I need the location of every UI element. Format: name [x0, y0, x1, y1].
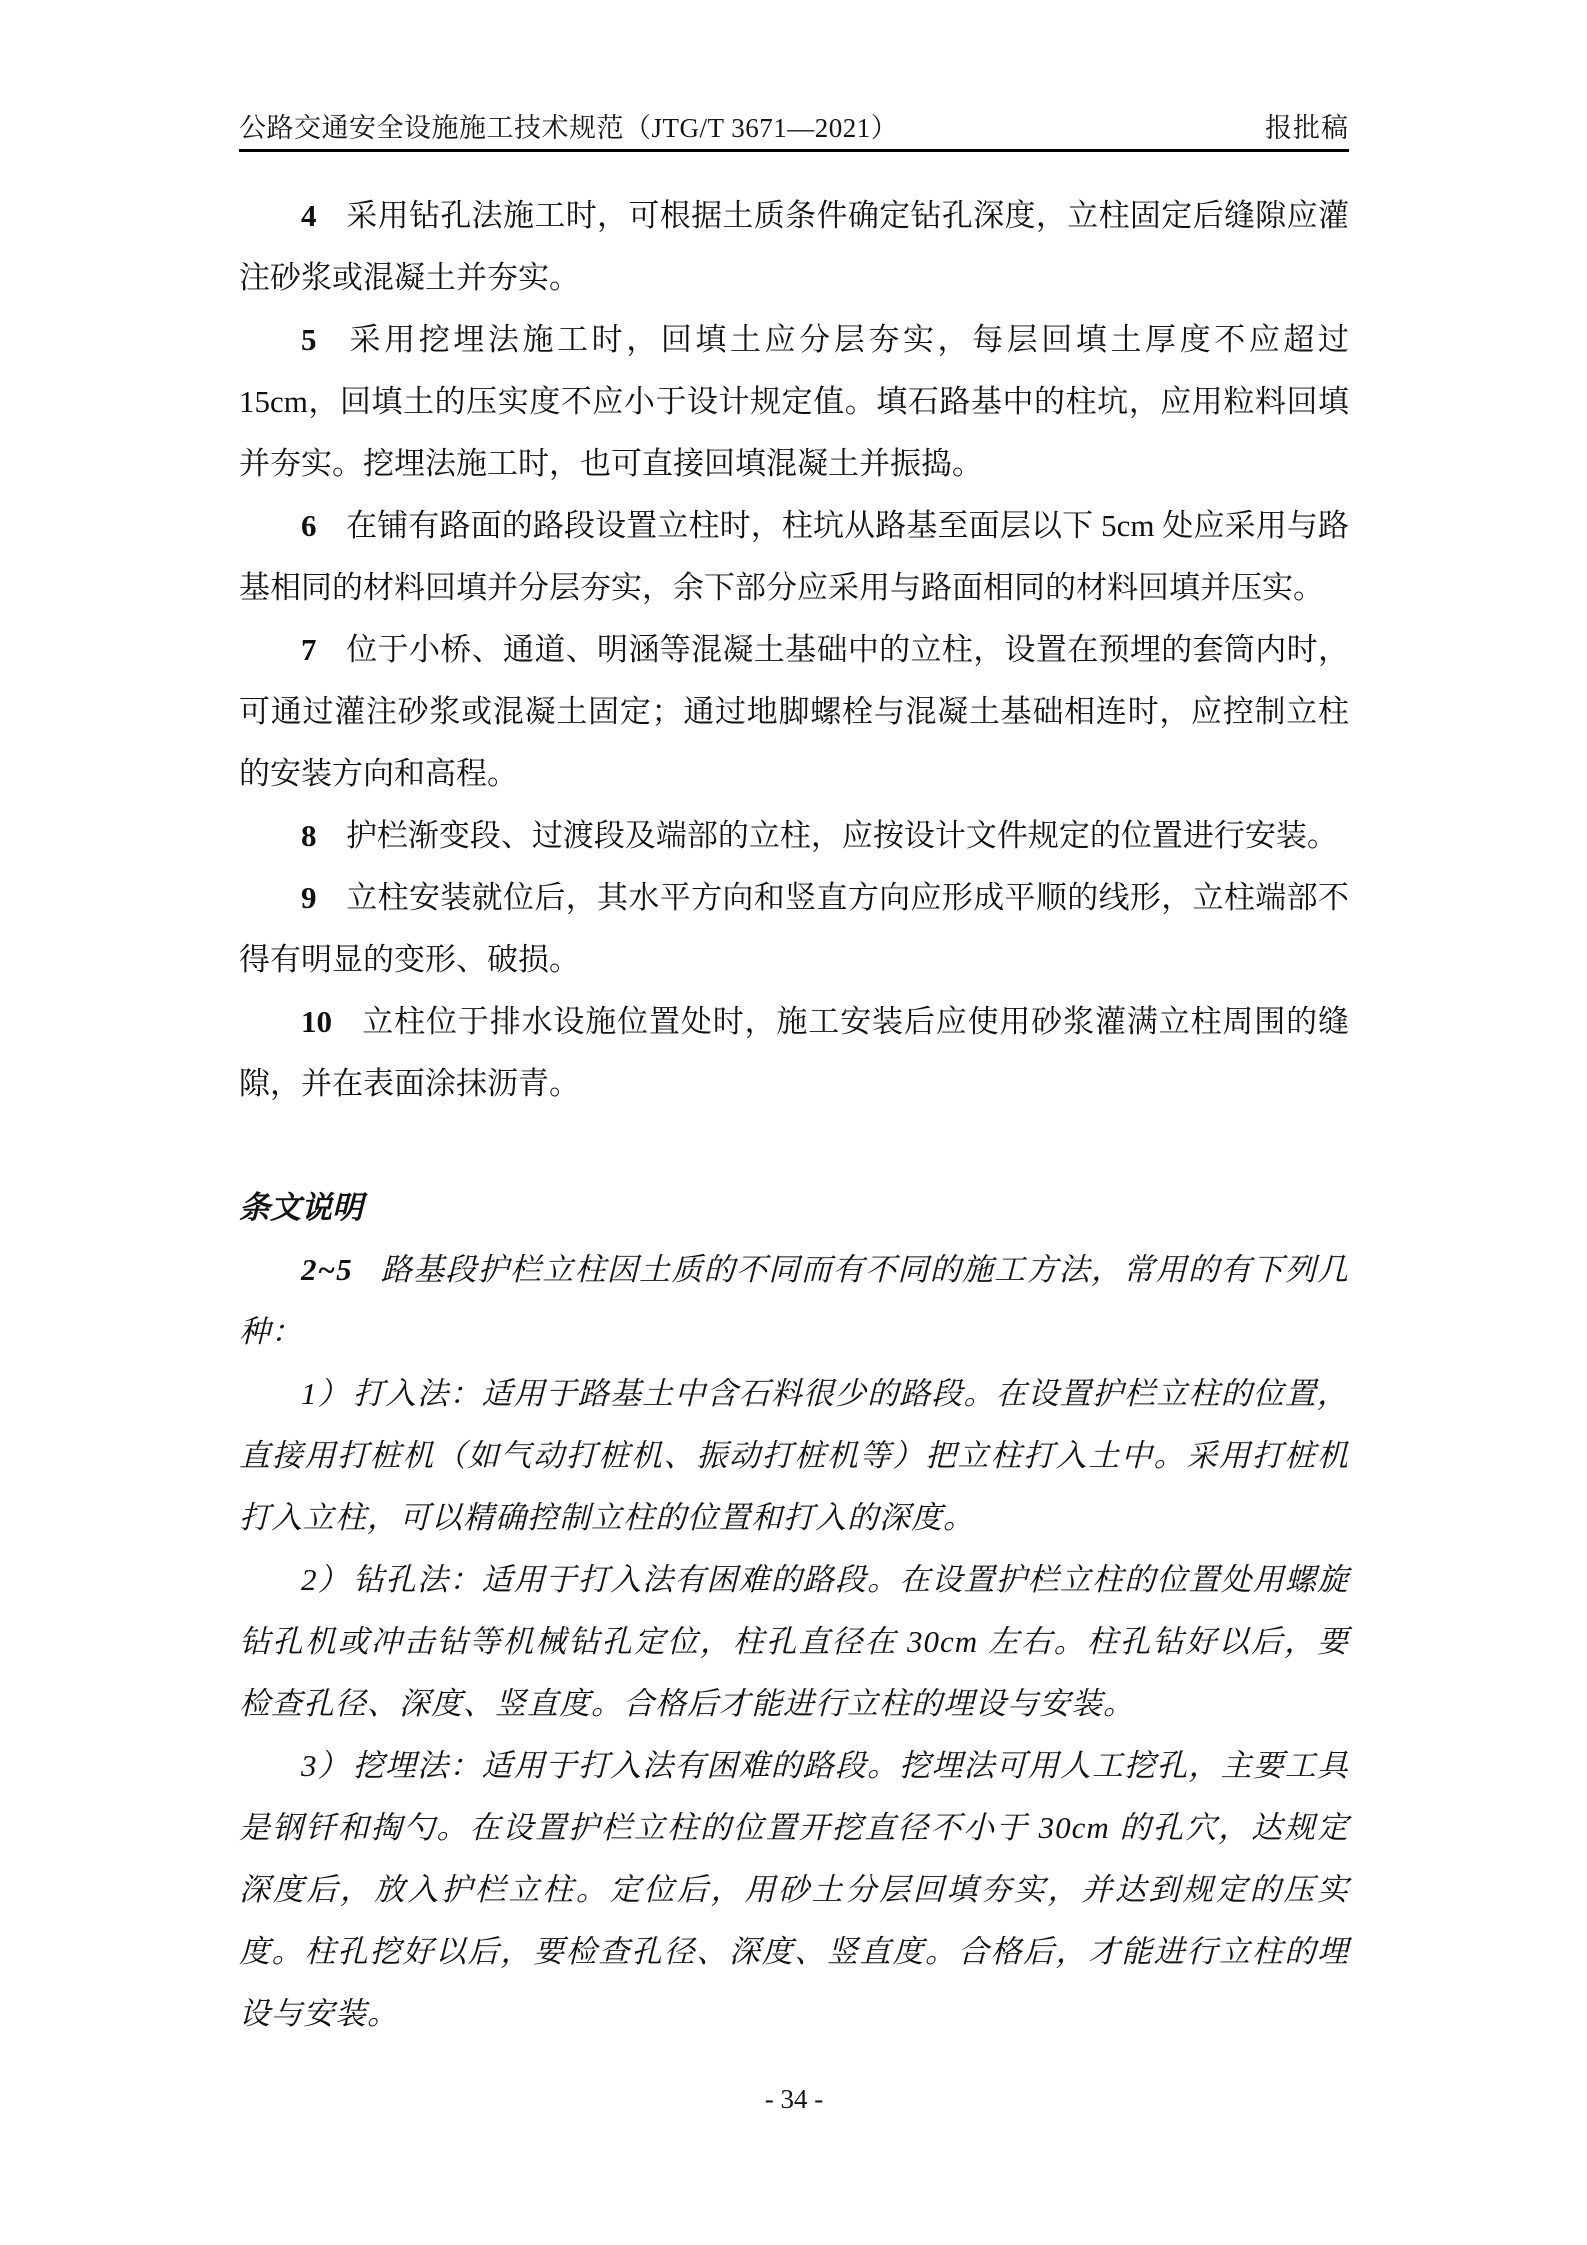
- commentary-heading: 条文说明: [239, 1190, 363, 1225]
- commentary-text: 打入法：适用于路基土中含石料很少的路段。在设置护栏立柱的位置，直接用打桩机（如气动打桩机、振动打桩机等）把立柱打入土中。采用打桩机打入立柱，可以精确控制立柱的位置和打入的深度。: [239, 1376, 1350, 1535]
- commentary-clause-range: 2~5: [301, 1252, 353, 1287]
- clause-text: 在铺有路面的路段设置立柱时，柱坑从路基至面层以下 5cm 处应采用与路基相同的材料回填并分层夯实，余下部分应采用与路面相同的材料回填并压实。: [239, 508, 1349, 605]
- clause-paragraph-7: [239, 619, 1349, 805]
- commentary-intro-paragraph: [239, 1239, 1349, 1363]
- clause-number: 8: [301, 818, 317, 853]
- clause-number: 7: [301, 632, 317, 667]
- commentary-text: 路基段护栏立柱因土质的不同而有不同的施工方法，常用的有下列几种：: [239, 1252, 1349, 1349]
- clause-text: 位于小桥、通道、明涵等混凝土基础中的立柱，设置在预埋的套筒内时，可通过灌注砂浆或混凝土固定；通过地脚螺栓与混凝土基础相连时，应控制立柱的安装方向和高程。: [239, 632, 1349, 791]
- clause-text: 采用钻孔法施工时，可根据土质条件确定钻孔深度，立柱固定后缝隙应灌注砂浆或混凝土并夯实。: [239, 198, 1349, 295]
- page-header: [239, 0, 1349, 152]
- commentary-item-number: 3）: [301, 1748, 350, 1783]
- clause-paragraph-4: [239, 185, 1349, 309]
- clause-paragraph-6: [239, 495, 1349, 619]
- clause-number: 6: [301, 508, 317, 543]
- clause-text: 采用挖埋法施工时，回填土应分层夯实，每层回填土厚度不应超过 15cm，回填土的压实度不应小于设计规定值。填石路基中的柱坑，应用粒料回填并夯实。挖埋法施工时，也可直接回填混凝土并振捣。: [239, 322, 1349, 481]
- commentary-method-3-paragraph: [239, 1735, 1349, 2045]
- commentary-item-number: 2）: [301, 1562, 350, 1597]
- commentary-item-number: 1）: [301, 1376, 350, 1411]
- page-footer: [239, 2083, 1349, 2115]
- clause-text: 护栏渐变段、过渡段及端部的立柱，应按设计文件规定的位置进行安装。: [345, 818, 1338, 853]
- header-draft-status-label: 报批稿: [1265, 113, 1349, 143]
- commentary-text: 钻孔法：适用于打入法有困难的路段。在设置护栏立柱的位置处用螺旋钻孔机或冲击钻等机械钻孔定位，柱孔直径在 30cm 左右。柱孔钻好以后，要检查孔径、深度、竖直度。合格后才能进行立柱的埋设与安装。: [239, 1562, 1350, 1721]
- clause-text: 立柱位于排水设施位置处时，施工安装后应使用砂浆灌满立柱周围的缝隙，并在表面涂抹沥青。: [239, 1004, 1349, 1101]
- commentary-section: [239, 1177, 1349, 2045]
- clause-paragraph-10: [239, 991, 1349, 1115]
- header-document-title: 公路交通安全设施施工技术规范（JTG/T 3671—2021）: [239, 113, 899, 143]
- commentary-text: 挖埋法：适用于打入法有困难的路段。挖埋法可用人工挖孔，主要工具是钢钎和掏勺。在设置护栏立柱的位置开挖直径不小于 30cm 的孔穴，达规定深度后，放入护栏立柱。定位后，用砂土分层回填夯实，并达到规定的压实度。柱孔挖好以后，要检查孔径、深度、竖直度。合格后，才能进行立柱的埋设与安装。: [239, 1748, 1350, 2031]
- clause-paragraph-8: [239, 805, 1349, 867]
- commentary-method-1-paragraph: [239, 1363, 1349, 1549]
- clause-number: 9: [301, 880, 317, 915]
- clause-text: 立柱安装就位后，其水平方向和竖直方向应形成平顺的线形，立柱端部不得有明显的变形、破损。: [239, 880, 1349, 977]
- clause-number: 5: [301, 322, 317, 357]
- document-body: [239, 152, 1349, 2045]
- clause-number: 10: [301, 1004, 332, 1039]
- clause-paragraph-5: [239, 309, 1349, 495]
- page-number: - 34 -: [764, 2084, 824, 2114]
- commentary-method-2-paragraph: [239, 1549, 1349, 1735]
- content-column: [239, 0, 1349, 2115]
- clause-paragraph-9: [239, 867, 1349, 991]
- clause-number: 4: [301, 198, 317, 233]
